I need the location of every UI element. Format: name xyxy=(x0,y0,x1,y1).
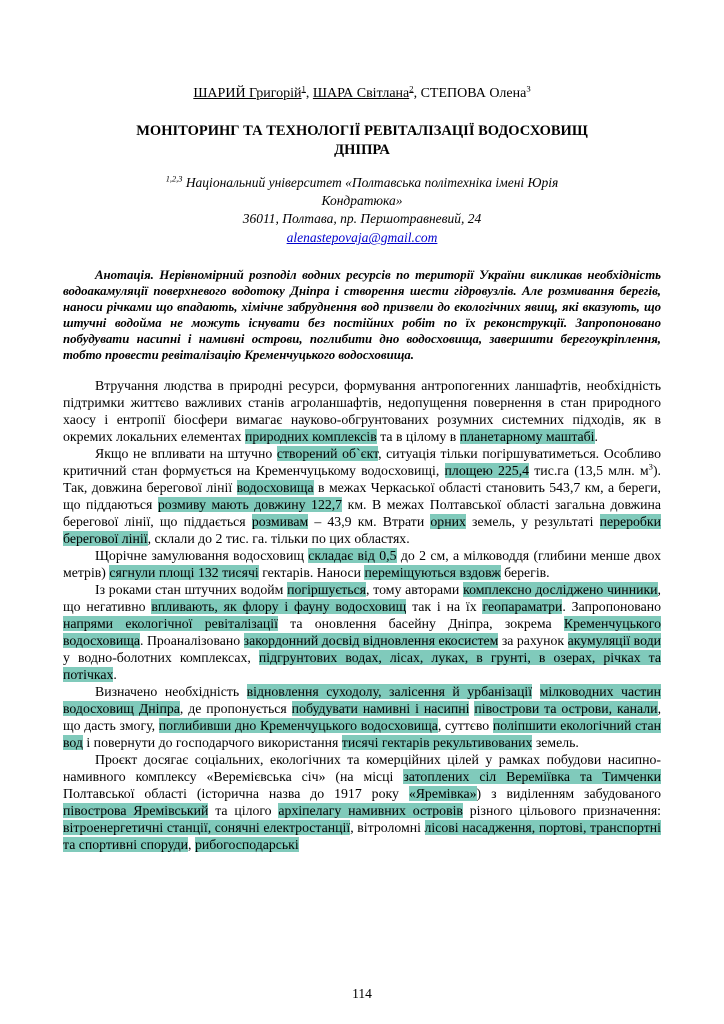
text-segment: та оновлення басейну Дніпра, зокрема xyxy=(277,616,564,632)
highlighted-text: складає від 0,5 xyxy=(308,548,397,564)
highlighted-text: комплексно досліджено чинники xyxy=(463,582,658,598)
text-segment: . Запропоновано xyxy=(562,599,661,615)
text-segment: тис.га (13,5 млн. м xyxy=(529,463,649,479)
text-segment: 3 xyxy=(648,461,653,472)
page-number: 114 xyxy=(352,986,372,1001)
highlighted-text: розмивам xyxy=(251,514,309,530)
text-segment: земель. xyxy=(532,735,579,751)
text-segment: берегів. xyxy=(500,565,550,581)
paragraph xyxy=(63,445,661,547)
email-link[interactable]: alenastepovaja@gmail.com xyxy=(286,230,438,246)
highlighted-text: переміщуються вздовж xyxy=(364,565,501,581)
highlighted-text: лісові насадження, портові, транспортні та спортивні споруди xyxy=(63,820,661,853)
text-segment: гектарів. Наноси xyxy=(258,565,365,581)
text-segment: Із роками стан штучних водойм xyxy=(95,582,288,598)
text-segment: , xyxy=(188,837,195,853)
highlighted-text: поглибивши дно Кременчуцького водосховища xyxy=(158,718,438,734)
text-segment: і повернути до господарчого використання xyxy=(82,735,342,751)
text-segment: , суттєво xyxy=(437,718,493,734)
paragraph xyxy=(63,683,661,751)
text-segment: так і на їх xyxy=(406,599,483,615)
highlighted-text: створений об`єкт xyxy=(276,446,379,462)
address-line: 36011, Полтава, пр. Першотравневий, 24 xyxy=(242,211,482,227)
text-segment: Проєкт досягає соціальних, екологічних та комерційних цілей у рамках побудови насипно-намивного комплексу «Веремієвська січ» (на місці xyxy=(63,752,661,785)
text-segment: км. В межах Полтавської області загальна довжина берегової лінії, що піддається xyxy=(63,497,661,530)
text-segment: Визначено необхідність xyxy=(95,684,247,700)
text-segment: у водно-болотних комплексах, xyxy=(63,650,259,666)
highlighted-text: сягнули площі 132 тисячі xyxy=(109,565,259,581)
highlighted-text: закордонний досвід відновлення екосистем xyxy=(243,633,499,649)
highlighted-text: вітроенергетичні станції, сонячні електростанції xyxy=(63,820,351,836)
text-segment: . xyxy=(113,667,117,683)
highlighted-text: площею 225,4 xyxy=(444,463,530,479)
text-segment xyxy=(532,684,540,699)
text-segment: Якщо не впливати на штучно xyxy=(95,446,277,462)
highlighted-text: планетарному маштабі xyxy=(459,429,595,445)
paper-title: МОНІТОРИНГ ТА ТЕХНОЛОГІЇ РЕВІТАЛІЗАЦІЇ ВОДОСХОВИЩ ДНІПРА xyxy=(136,123,588,159)
text-segment: різного цільового призначення: xyxy=(462,803,662,819)
text-segment: , тому авторами xyxy=(366,582,464,598)
text-segment: ШАРИЙ Григорій xyxy=(193,86,302,101)
highlighted-text: підгрунтових водах, лісах, луках, в грунті, в озерах, річках та потічках xyxy=(63,650,661,683)
highlighted-text: орних xyxy=(430,514,466,530)
highlighted-text: відновлення суходолу, залісення й урбанізації xyxy=(246,684,533,700)
text-segment: , склали до 2 тис. га. тільки по цих областях. xyxy=(147,531,410,547)
highlighted-text: поліпшити екологічний стан вод xyxy=(63,718,661,751)
highlighted-text: впливають, як флору і фауну водосховищ xyxy=(151,599,407,615)
highlighted-text: побудувати намивні і насипні xyxy=(291,701,470,717)
text-segment: Полтавської області (історична назва до 1917 року xyxy=(63,786,409,802)
highlighted-text: напрями екологічної ревіталізації xyxy=(63,616,278,632)
text-segment: 1,2,3 xyxy=(165,174,183,184)
text-segment: , СТЕПОВА Олена xyxy=(413,86,527,101)
highlighted-text: геопараматри xyxy=(482,599,563,615)
text-segment: , ситуація тільки погіршуватиметься. Особливо критичний стан формується на Кременчуцькому водосховищі, xyxy=(63,446,661,479)
text-segment: земель, у результаті xyxy=(465,514,600,530)
abstract: Анотація. Нерівномірний розподіл водних ресурсів по території України викликав необхідність водоакамуляції поверхневого водотоку Дніпра і створення шести гідровузлів. Але розмивання берегів, наноси річками що впадають, хімічне забруднення вод призвели до екологічних явищ, які вказують, що штучні водойма не можуть існувати без постійних робіт по їх реконструкції. Запропоновано побудувати насипні і намивні острови, поглибити дно водосховища, завершити берегоукріплення, тобто провести ревіталізацію Кременчуцького водосховища. xyxy=(63,268,661,363)
text-segment: , xyxy=(305,86,313,101)
body-paragraphs xyxy=(63,377,661,853)
paragraph xyxy=(63,547,661,581)
highlighted-text: природних комплексів xyxy=(244,429,377,445)
highlighted-text: тисячі гектарів рекультивованих xyxy=(341,735,533,751)
email-line xyxy=(63,229,661,247)
text-segment: . xyxy=(594,429,598,445)
text-segment: , де пропонується xyxy=(179,701,292,717)
text-segment: та цілого xyxy=(208,803,279,819)
paragraph xyxy=(63,581,661,683)
text-segment: Щорічне замулювання водосховищ xyxy=(95,548,309,564)
highlighted-text: «Яремівка» xyxy=(408,786,477,802)
highlighted-text: рибогосподарські xyxy=(194,837,299,853)
text-segment: 2 xyxy=(409,83,414,94)
highlighted-text: розмиву мають довжину 122,7 xyxy=(157,497,343,513)
text-segment: Національний університет «Полтавська політехніка імені Юрія Кондратюка» xyxy=(182,175,559,208)
paragraph xyxy=(63,751,661,853)
highlighted-text: Кременчуцького водосховища xyxy=(63,616,661,649)
text-segment: в межах Черкаської області становить 543,7 км, а береги, що піддаються xyxy=(63,480,662,513)
highlighted-text: водосховища xyxy=(236,480,314,496)
paragraph xyxy=(63,377,661,445)
text-segment: , що негативно xyxy=(63,582,661,615)
highlighted-text: акумуляції води xyxy=(567,633,662,649)
highlighted-text: півострови та острови, канали xyxy=(474,701,658,717)
text-segment: ШАРА Світлана xyxy=(312,86,410,101)
affiliation xyxy=(152,174,572,209)
text-segment: 1 xyxy=(301,83,306,94)
text-segment: . Проаналізовано xyxy=(140,633,244,649)
highlighted-text: мілководних частин водосховищ Дніпра xyxy=(63,684,662,717)
text-segment: ) з виділенням забудованого xyxy=(476,786,662,802)
highlighted-text: затоплених сіл Вереміївка та Тимченки xyxy=(403,769,661,785)
text-segment: ). Так, довжина берегової лінії xyxy=(63,463,661,496)
text-segment: до 2 см, а мілководдя (глибини менше двох метрів) xyxy=(63,548,661,581)
highlighted-text: півострова Яремівський xyxy=(63,803,209,819)
authors-line xyxy=(63,83,661,102)
text-segment: 3 xyxy=(526,83,531,94)
highlighted-text: переробки берегової лінії xyxy=(63,514,662,547)
text-segment: – 43,9 км. Втрати xyxy=(308,514,431,530)
highlighted-text: погіршується xyxy=(287,582,367,598)
text-segment: , вітроломні xyxy=(350,820,425,836)
text-segment: , що дасть змогу, xyxy=(63,701,662,734)
text-segment: Втручання людства в природні ресурси, формування антропогенних ланшафтів, необхідність підтримки життєво важливих станів агроланшафтів, недопущення повернення в стан природного хаосу і ентропії біосфери вимагає науково-обгрунтованих розумних системних підходів, як в окремих локальних елементах xyxy=(63,378,661,445)
highlighted-text: архіпелагу намивних островів xyxy=(278,803,463,819)
text-segment: та в цілому в xyxy=(376,429,460,445)
text-segment: за рахунок xyxy=(498,633,568,649)
